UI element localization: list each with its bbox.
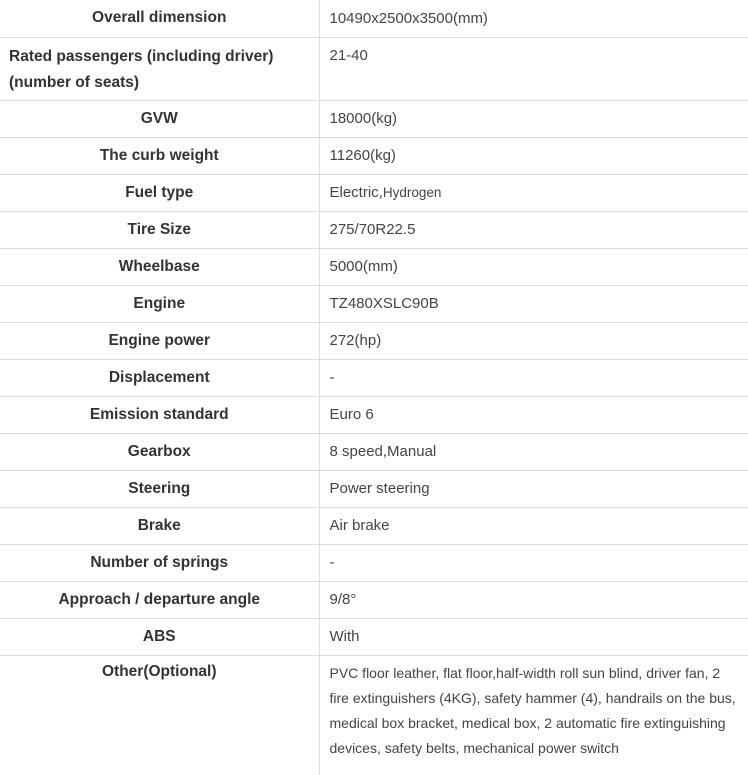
spec-row-rated-passengers: [0, 37, 748, 100]
spec-row-gearbox: [0, 433, 748, 470]
spec-value: [319, 174, 748, 211]
spec-row-steering: [0, 470, 748, 507]
spec-label: Fuel type: [0, 174, 319, 211]
spec-value: 21-40: [319, 37, 748, 100]
spec-value: 272(hp): [319, 322, 748, 359]
spec-value: With: [319, 618, 748, 655]
spec-label: Displacement: [0, 359, 319, 396]
spec-value: Air brake: [319, 507, 748, 544]
spec-row-tire-size: [0, 211, 748, 248]
spec-label: Number of springs: [0, 544, 319, 581]
spec-label: Steering: [0, 470, 319, 507]
spec-row-wheelbase: [0, 248, 748, 285]
spec-value: -: [319, 544, 748, 581]
spec-label: Engine power: [0, 322, 319, 359]
spec-label: Brake: [0, 507, 319, 544]
spec-label: Engine: [0, 285, 319, 322]
spec-row-abs: [0, 618, 748, 655]
spec-row-gvw: [0, 100, 748, 137]
spec-value: 18000(kg): [319, 100, 748, 137]
spec-row-brake: [0, 507, 748, 544]
spec-label: Emission standard: [0, 396, 319, 433]
spec-label: ABS: [0, 618, 319, 655]
spec-value: Power steering: [319, 470, 748, 507]
spec-label: Approach / departure angle: [0, 581, 319, 618]
spec-row-fuel-type: [0, 174, 748, 211]
spec-label: Tire Size: [0, 211, 319, 248]
fuel-type-primary: Electric,: [329, 184, 383, 201]
spec-row-overall-dimension: [0, 0, 748, 37]
spec-row-other-optional: [0, 655, 748, 775]
spec-value: 275/70R22.5: [319, 211, 748, 248]
spec-row-number-of-springs: [0, 544, 748, 581]
spec-row-emission-standard: [0, 396, 748, 433]
spec-label: Gearbox: [0, 433, 319, 470]
spec-label: Other(Optional): [0, 655, 319, 775]
spec-row-engine-power: [0, 322, 748, 359]
spec-label: GVW: [0, 100, 319, 137]
spec-value: 8 speed,Manual: [319, 433, 748, 470]
spec-row-curb-weight: [0, 137, 748, 174]
spec-row-engine: [0, 285, 748, 322]
spec-value: 11260(kg): [319, 137, 748, 174]
spec-value: PVC floor leather, flat floor,half-width roll sun blind, driver fan, 2 fire extinguishers (4KG), safety hammer (4), handrails on the bus, medical box bracket, medical box, 2 automatic fire extinguishing devices, safety belts, mechanical power switch: [329, 664, 736, 756]
spec-value: 9/8°: [319, 581, 748, 618]
fuel-type-secondary: Hydrogen: [382, 185, 442, 200]
spec-label: Overall dimension: [0, 0, 319, 37]
spec-value: Euro 6: [319, 396, 748, 433]
spec-value: -: [319, 359, 748, 396]
spec-value: 10490x2500x3500(mm): [319, 0, 748, 37]
spec-label: Wheelbase: [0, 248, 319, 285]
spec-label: The curb weight: [0, 137, 319, 174]
spec-label: [0, 37, 319, 100]
spec-value: TZ480XSLC90B: [319, 285, 748, 322]
spec-row-displacement: [0, 359, 748, 396]
spec-row-approach-departure-angle: [0, 581, 748, 618]
spec-label-text: Rated passengers (including driver)(number of seats): [9, 47, 274, 91]
spec-value: 5000(mm): [319, 248, 748, 285]
